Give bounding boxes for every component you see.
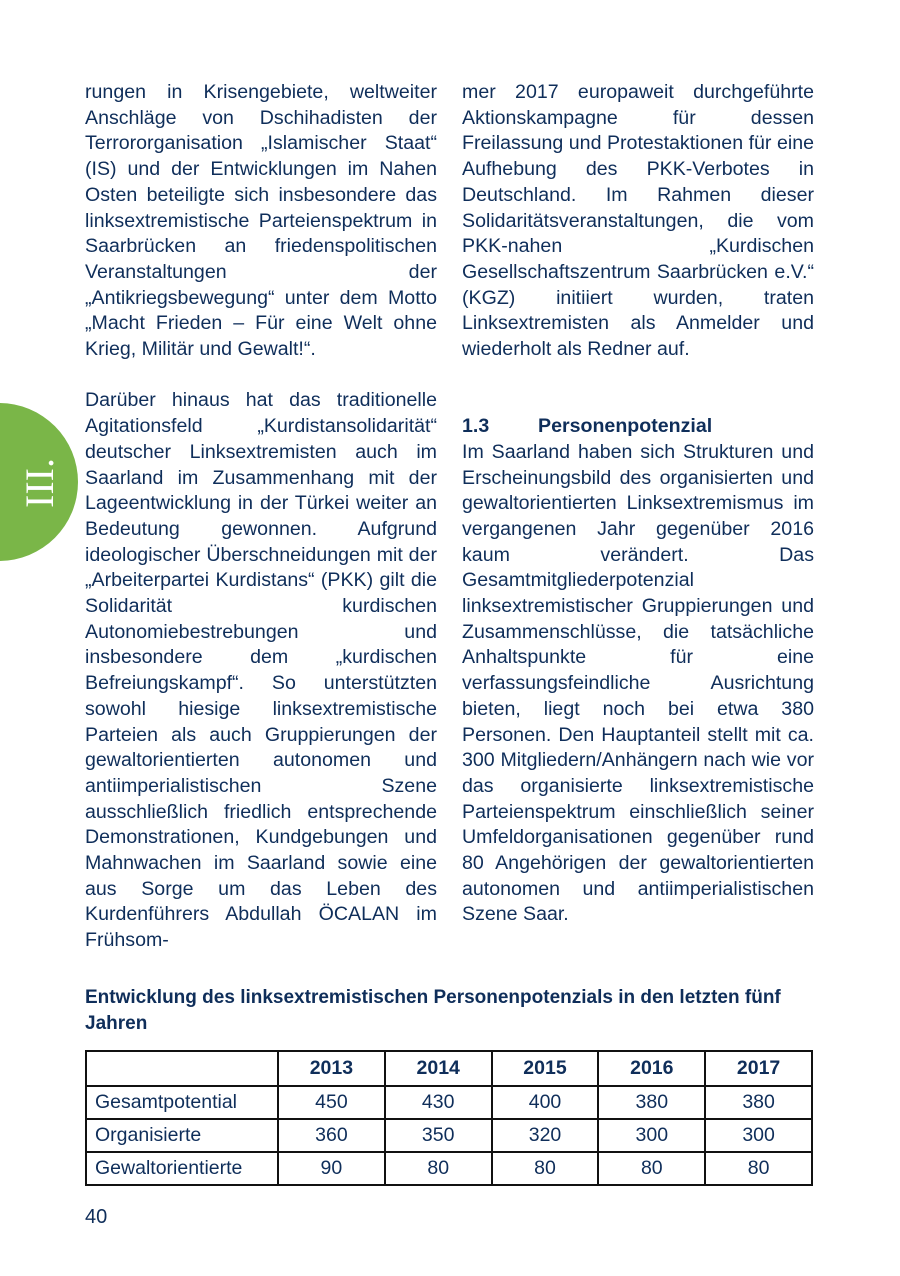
table-header-cell — [86, 1051, 278, 1086]
right-paragraph-2: Im Saarland haben sich Strukturen und Erscheinungsbild des organisierten und gewaltorientierten Linksextremismus im vergangenen Jahr gegenüber 2016 kaum verändert. Das Gesamtmitgliederpotenzial linksextremistischer Gruppierungen und Zusammenschlüsse, die tatsächliche Anhaltspunkte für eine verfassungsfeindliche Ausrichtung bieten, liegt noch bei etwa 380 Personen. Den Hauptanteil stellt mit ca. 300 Mitgliedern/Anhängern nach wie vor das organisierte linksextremistische Parteienspektrum einschließlich seiner Umfeldorganisationen gegenüber rund 80 Angehörigen der gewaltorientierten autonomen und antiimperialistischen Szene Saar. — [462, 440, 814, 926]
table-cell: 350 — [385, 1119, 492, 1152]
table-cell: 80 — [705, 1152, 812, 1185]
table-cell: 380 — [598, 1086, 705, 1119]
table-cell: 380 — [705, 1086, 812, 1119]
table-cell: 430 — [385, 1086, 492, 1119]
row-label: Gewaltorientierte — [86, 1152, 278, 1185]
right-column — [462, 80, 814, 928]
table-header-row — [86, 1051, 812, 1086]
table-cell: 400 — [492, 1086, 599, 1119]
left-column — [85, 80, 437, 954]
left-paragraph-1: rungen in Krisengebiete, weltweiter Anschläge von Dschihadisten der Terrororganisation „Islamischer Staat“ (IS) und der Entwicklungen im Nahen Osten beteiligte sich insbesondere das linksextremistische Parteienspektrum in Saarbrücken an friedenspolitischen Veranstaltungen der „Antikriegsbewegung“ unter dem Motto „Macht Frieden – Für eine Welt ohne Krieg, Militär und Gewalt!“. — [85, 81, 437, 361]
table-cell: 90 — [278, 1152, 385, 1185]
table-title: Entwicklung des linksextremistischen Personenpotenzials in den letzten fünf Jahren — [85, 987, 781, 1034]
table-cell: 80 — [598, 1152, 705, 1185]
table-cell: 300 — [705, 1119, 812, 1152]
table-cell: 320 — [492, 1119, 599, 1152]
table-cell: 360 — [278, 1119, 385, 1152]
table-row — [86, 1086, 812, 1119]
row-label: Organisierte — [86, 1119, 278, 1152]
left-paragraph-2: Darüber hinaus hat das traditionelle Agitationsfeld „Kurdistansolidarität“ deutscher Linksextremisten auch im Saarland im Zusammenhang mit der Lageentwicklung in der Türkei weiter an Bedeutung gewonnen. Aufgrund ideologischer Überschneidungen mit der „Arbeiterpartei Kurdistans“ (PKK) gilt die Solidarität kurdischen Autonomiebestrebungen und insbesondere dem „kurdischen Befreiungskampf“. So unterstützten sowohl hiesige linksextremistische Parteien als auch Gruppierungen der gewaltorientierten autonomen und antiimperialistischen Szene ausschließlich friedlich entsprechende Demonstrationen, Kundgebungen und Mahnwachen im Saarland sowie eine aus Sorge um das Leben des Kurdenführers Abdullah ÖCALAN im Frühsom- — [85, 389, 437, 952]
right-paragraph-1: mer 2017 europaweit durchgeführte Aktionskampagne für dessen Freilassung und Protestaktionen für eine Aufhebung des PKK-Verbotes in Deutschland. Im Rahmen dieser Solidaritätsveranstaltungen, die vom PKK-nahen „Kurdischen Gesellschaftszentrum Saarbrücken e.V.“ (KGZ) initiiert wurden, traten Linksextremisten als Anmelder und wiederholt als Redner auf. — [462, 81, 814, 361]
table-cell: 450 — [278, 1086, 385, 1119]
table-header-cell: 2013 — [278, 1051, 385, 1086]
table-header-cell: 2014 — [385, 1051, 492, 1086]
row-label: Gesamtpotential — [86, 1086, 278, 1119]
table-row — [86, 1119, 812, 1152]
page-number: 40 — [85, 1206, 108, 1228]
section-number: 1.3 — [462, 415, 490, 438]
table-cell: 300 — [598, 1119, 705, 1152]
section-title: Personenpotenzial — [538, 415, 713, 438]
table-header-cell: 2015 — [492, 1051, 599, 1086]
table-header-cell: 2017 — [705, 1051, 812, 1086]
table-header-cell: 2016 — [598, 1051, 705, 1086]
table-row — [86, 1152, 812, 1185]
table-cell: 80 — [385, 1152, 492, 1185]
chapter-tab-label: III. — [16, 458, 62, 508]
potential-table — [85, 1050, 813, 1186]
section-heading — [462, 414, 814, 440]
table-cell: 80 — [492, 1152, 599, 1185]
